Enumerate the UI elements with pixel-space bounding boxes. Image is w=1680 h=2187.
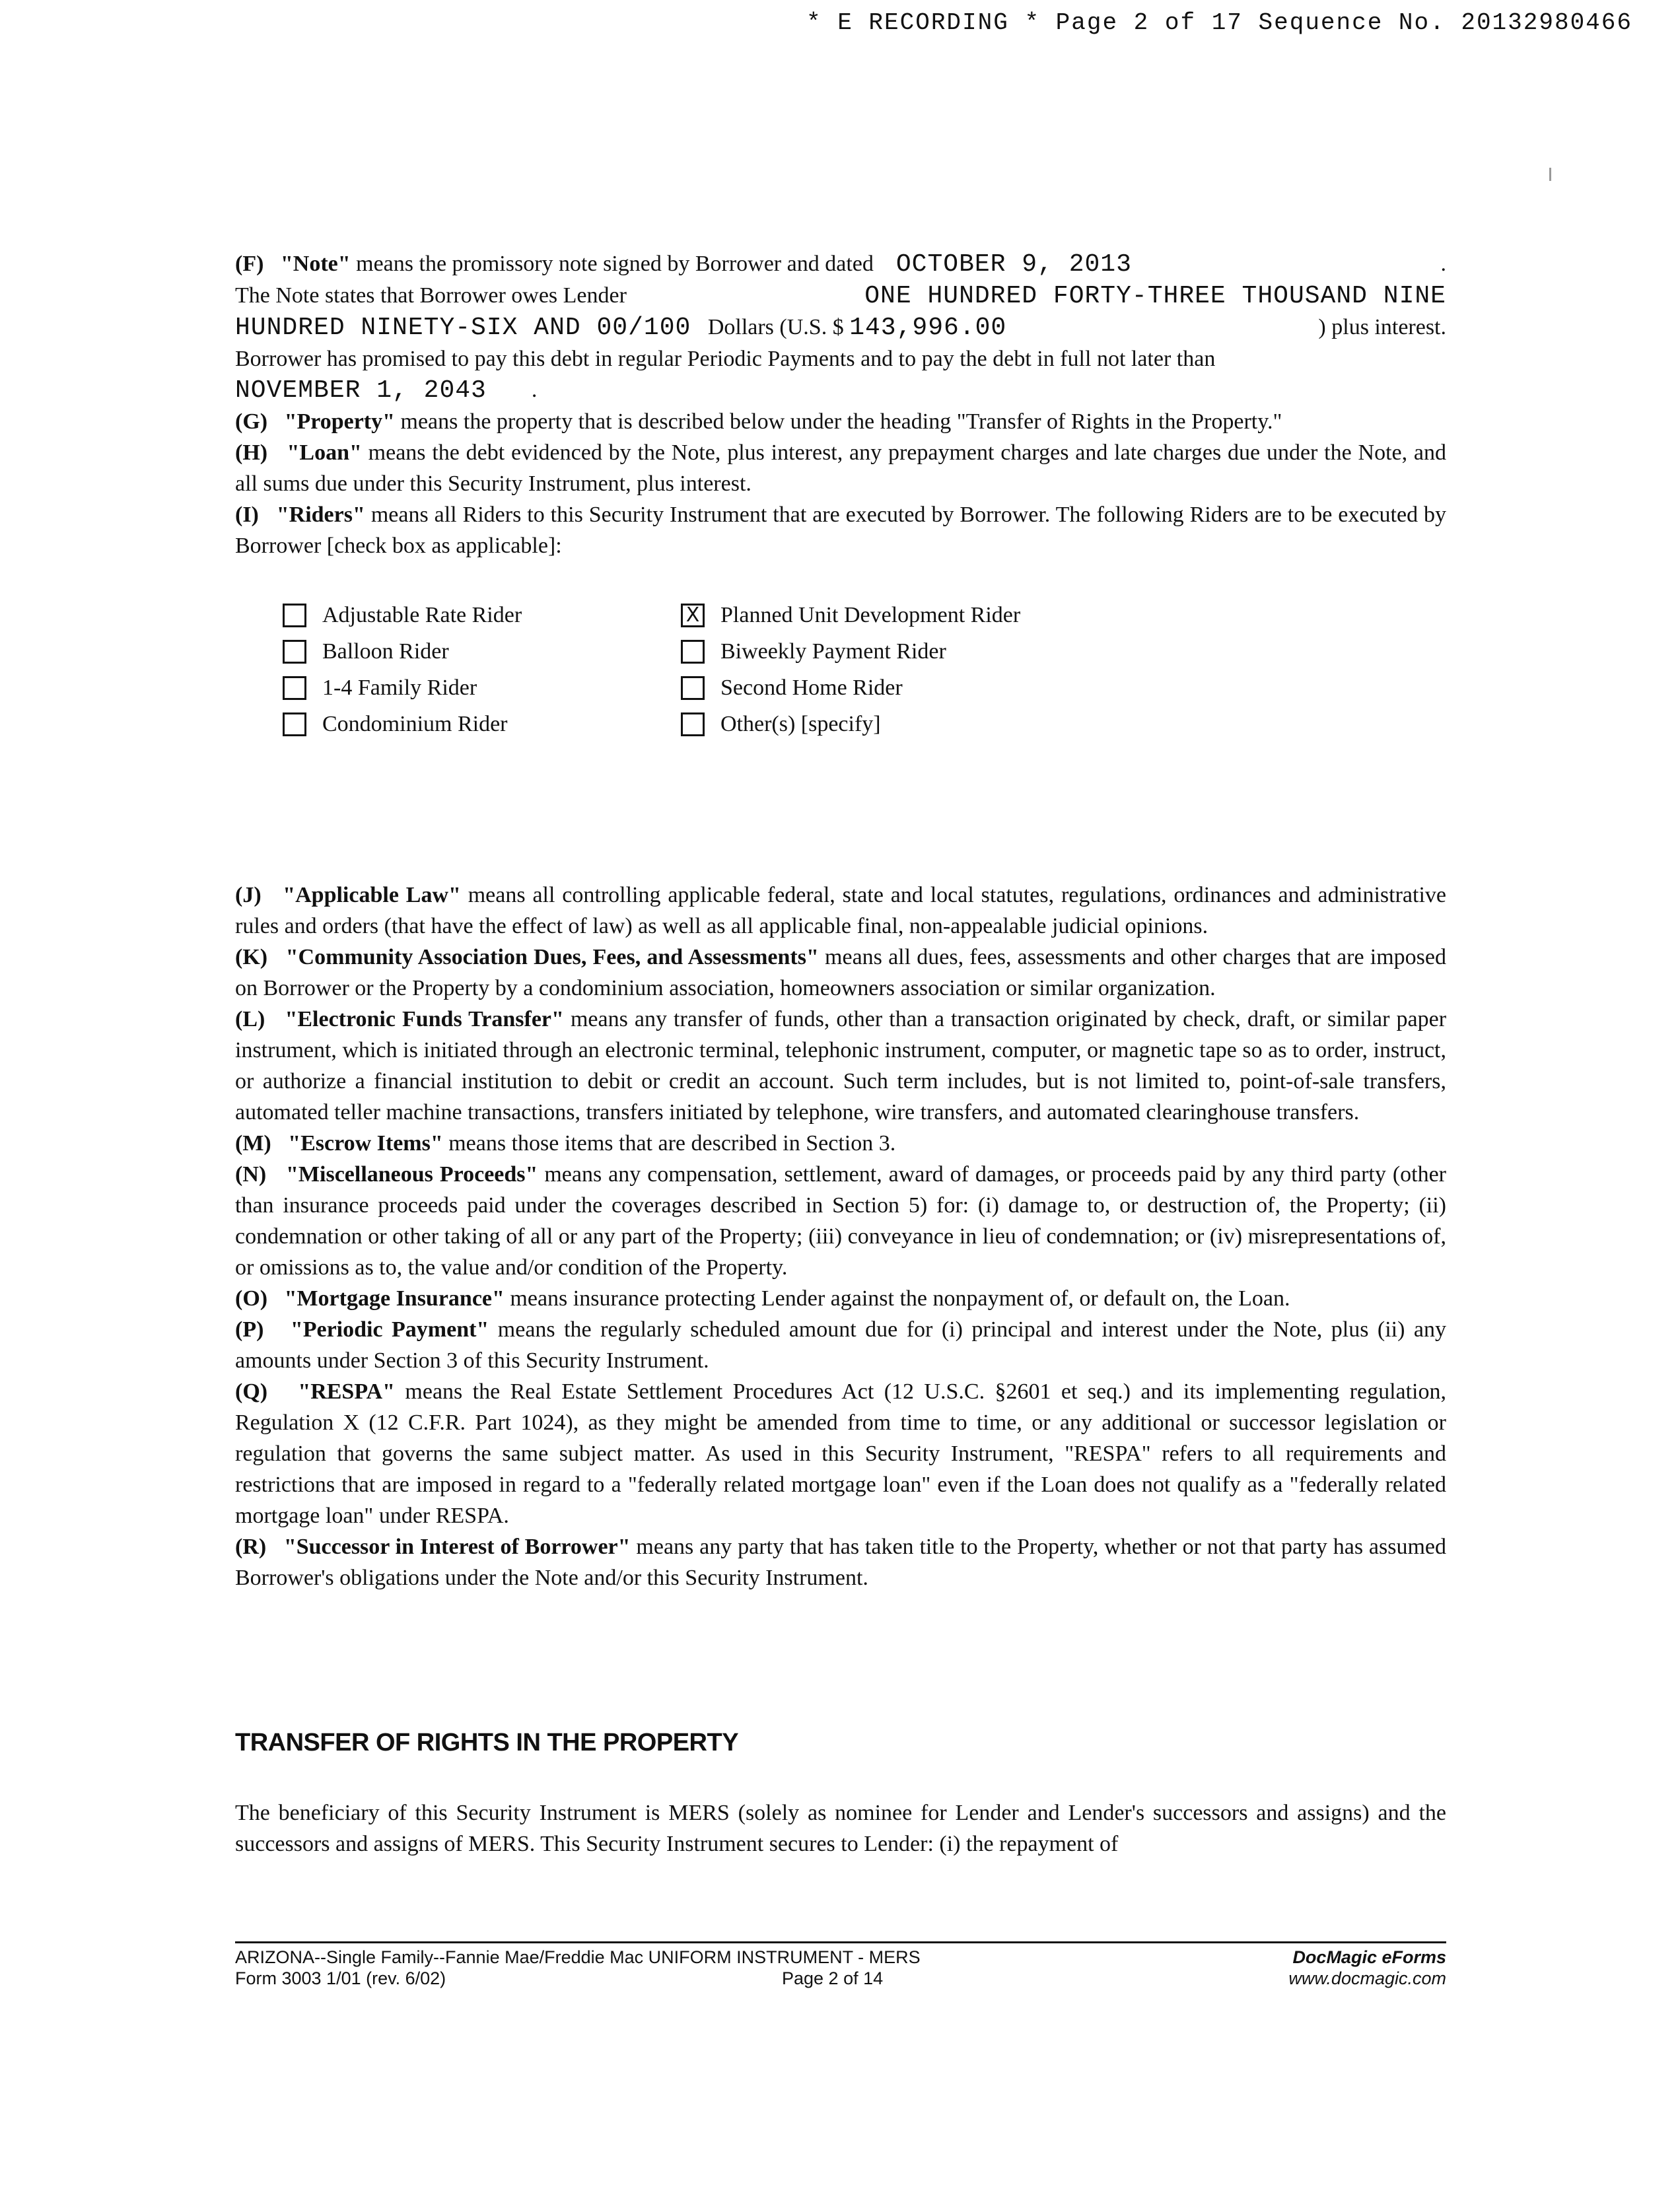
definition-label: (J) xyxy=(235,883,262,907)
definition-term: "RESPA" xyxy=(298,1379,396,1404)
note-line-3 xyxy=(235,312,1446,343)
rider-checkbox[interactable] xyxy=(283,640,306,664)
definition-text: means any transfer of funds, other than a transaction originated by check, draft, or similar paper instrument, which is initiated through an electronic terminal, telephonic instrument, computer, or magnetic tape so as to order, instruct, or authorize a financial institution to debit or credit an account. Such term includes, but is not limited to, point-of-sale transfers, automated teller machine transactions, transfers initiated by telephone, wire transfers, and automated clearinghouse transfers. xyxy=(235,1007,1447,1125)
rider-label: Adjustable Rate Rider xyxy=(322,603,522,627)
definition-term: "Electronic Funds Transfer" xyxy=(285,1007,564,1031)
note-term: "Note" xyxy=(280,252,351,276)
riders-checklist xyxy=(283,600,1207,740)
rider-checkbox[interactable] xyxy=(283,676,306,700)
note-line-4 xyxy=(235,343,1446,374)
rider-checkbox[interactable] xyxy=(681,676,705,700)
footer-form-number: Form 3003 1/01 (rev. 6/02) xyxy=(235,1968,446,1988)
rider-adjustable-rate xyxy=(283,600,681,631)
definition-escrow-items xyxy=(235,1128,1446,1159)
definition-property xyxy=(235,406,1446,437)
note-amount-words-2: HUNDRED NINETY-SIX AND 00/100 xyxy=(235,314,691,342)
definition-term: "Successor in Interest of Borrower" xyxy=(283,1535,631,1559)
definition-term: "Property" xyxy=(284,409,396,434)
definition-term: "Riders" xyxy=(276,503,365,527)
rider-other xyxy=(681,709,1183,740)
footer-divider xyxy=(235,1941,1446,1943)
definition-miscellaneous-proceeds xyxy=(235,1159,1446,1283)
note-text-1: means the promissory note signed by Borrower and dated xyxy=(356,252,874,276)
rider-label: Other(s) [specify] xyxy=(720,712,881,736)
brand-url: www.docmagic.com xyxy=(1288,1968,1446,1988)
definition-label: (R) xyxy=(235,1535,267,1559)
definition-text: means all controlling applicable federal, state and local statutes, regulations, ordinances and administrative rules and orders (that have the effect of law) as well as all applicable final, non-appealable judicial opinions. xyxy=(235,883,1446,938)
rider-checkbox[interactable] xyxy=(681,640,705,664)
definition-text: means any compensation, settlement, award of damages, or proceeds paid by any third party (other than insurance proceeds paid under the coverages described in Section 5) for: (i) damage to, or destruction of, the Property; (ii) condemnation or other taking of all or any part of the Property; (iii) conveyance in lieu of condemnation; or (iv) misrepresentations of, or omissions as to, the value and/or condition of the Property. xyxy=(235,1162,1446,1280)
rider-checkbox[interactable] xyxy=(681,712,705,736)
definition-term: "Miscellaneous Proceeds" xyxy=(286,1162,538,1187)
definition-applicable-law xyxy=(235,880,1446,942)
footer-brand xyxy=(1288,1947,1446,1989)
definition-text: means all dues, fees, assessments and other charges that are imposed on Borrower or the Property by a condominium association, homeowners association or similar organization. xyxy=(235,945,1446,1000)
dollars-label: Dollars (U.S. $ xyxy=(707,315,844,339)
rider-second-home xyxy=(681,672,1183,703)
note-period: . xyxy=(1440,252,1446,276)
definition-label: (M) xyxy=(235,1131,271,1156)
rider-checkbox[interactable]: X xyxy=(681,604,705,627)
note-amount-words-1: ONE HUNDRED FORTY-THREE THOUSAND NINE xyxy=(864,282,1446,310)
definition-text: means the debt evidenced by the Note, plus interest, any prepayment charges and late charges due under the Note, and all sums due under this Security Instrument, plus interest. xyxy=(235,440,1447,496)
footer-page-number: Page 2 of 14 xyxy=(782,1968,884,1988)
note-date: OCTOBER 9, 2013 xyxy=(895,250,1132,279)
definition-term: "Loan" xyxy=(287,440,362,465)
definition-label: (K) xyxy=(235,945,268,969)
definition-mortgage-insurance xyxy=(235,1283,1446,1314)
definition-text: means those items that are described in Section 3. xyxy=(448,1131,896,1156)
rider-balloon xyxy=(283,636,681,667)
brand-logo: DocMagic eForms xyxy=(1292,1947,1446,1967)
rider-label: Planned Unit Development Rider xyxy=(720,603,1021,627)
rider-1-4-family xyxy=(283,672,681,703)
rider-checkbox[interactable] xyxy=(283,712,306,736)
note-text-2: The Note states that Borrower owes Lender xyxy=(235,283,627,308)
maturity-period: . xyxy=(531,378,538,402)
definition-riders xyxy=(235,499,1446,561)
definition-text: means insurance protecting Lender against the nonpayment of, or default on, the Loan. xyxy=(510,1286,1290,1311)
rider-planned-unit-development xyxy=(681,600,1183,631)
definitions-lower xyxy=(235,880,1446,1593)
note-amount: 143,996.00 xyxy=(849,314,1007,342)
definition-term: "Applicable Law" xyxy=(283,883,461,907)
definition-community-association xyxy=(235,942,1446,1004)
definition-successor-in-interest xyxy=(235,1531,1446,1593)
rider-condominium xyxy=(283,709,681,740)
definition-label: (H) xyxy=(235,440,268,465)
section-heading-transfer: TRANSFER OF RIGHTS IN THE PROPERTY xyxy=(235,1729,739,1756)
definition-label: (N) xyxy=(235,1162,267,1187)
recording-header: * E RECORDING * Page 2 of 17 Sequence No. 20132980466 xyxy=(806,9,1632,36)
definition-label: (Q) xyxy=(235,1379,268,1404)
definition-label: (O) xyxy=(235,1286,268,1311)
definition-term: "Periodic Payment" xyxy=(290,1317,489,1342)
rider-label: Balloon Rider xyxy=(322,639,449,664)
definition-text: means any party that has taken title to the Property, whether or not that party has assumed Borrower's obligations under the Note and/or this Security Instrument. xyxy=(235,1535,1447,1590)
transfer-paragraph: The beneficiary of this Security Instrument is MERS (solely as nominee for Lender and Lender's successors and assigns) and the successors and assigns of MERS. This Security Instrument secures to Lender: (i) the repayment of xyxy=(235,1801,1446,1856)
definition-loan xyxy=(235,437,1446,499)
definition-respa xyxy=(235,1376,1446,1531)
rider-biweekly-payment xyxy=(681,636,1183,667)
plus-interest: ) plus interest. xyxy=(1318,315,1446,339)
note-line-2 xyxy=(235,280,1446,312)
rider-checkbox[interactable] xyxy=(283,604,306,627)
rider-label: 1-4 Family Rider xyxy=(322,676,477,700)
rider-label: Second Home Rider xyxy=(720,676,903,700)
definition-text: means the Real Estate Settlement Procedures Act (12 U.S.C. §2601 et seq.) and its implementing regulation, Regulation X (12 C.F.R. Part 1024), as they might be amended from time to time, or any additional or successor legislation or regulation that governs the same subject matter. As used in this Security Instrument, "RESPA" refers to all requirements and restrictions that are imposed in regard to a "federally related mortgage loan" even if the Loan does not qualify as a "federally related mortgage loan" under RESPA. xyxy=(235,1379,1447,1528)
definition-label: (P) xyxy=(235,1317,264,1342)
scan-mark xyxy=(1549,168,1551,181)
definition-text: means all Riders to this Security Instrument that are executed by Borrower. The following Riders are to be executed by Borrower [check box as applicable]: xyxy=(235,503,1447,558)
note-label: (F) xyxy=(235,252,264,276)
definition-periodic-payment xyxy=(235,1314,1446,1376)
definitions-top xyxy=(235,248,1446,561)
note-text-3: Borrower has promised to pay this debt in regular Periodic Payments and to pay the debt in full not later than xyxy=(235,347,1216,371)
definition-text: means the regularly scheduled amount due for (i) principal and interest under the Note, plus (ii) any amounts under Section 3 of this Security Instrument. xyxy=(235,1317,1446,1373)
footer-instrument-title: ARIZONA--Single Family--Fannie Mae/Freddie Mac UNIFORM INSTRUMENT - MERS xyxy=(235,1947,921,1967)
definition-text: means the property that is described below under the heading "Transfer of Rights in the Property." xyxy=(400,409,1282,434)
definition-label: (L) xyxy=(235,1007,265,1031)
note-line-5 xyxy=(235,374,1446,406)
rider-label: Biweekly Payment Rider xyxy=(720,639,946,664)
definition-electronic-funds xyxy=(235,1004,1446,1128)
definition-label: (I) xyxy=(235,503,259,527)
rider-label: Condominium Rider xyxy=(322,712,508,736)
maturity-date: NOVEMBER 1, 2043 xyxy=(235,376,487,405)
definition-term: "Mortgage Insurance" xyxy=(284,1286,505,1311)
definition-label: (G) xyxy=(235,409,268,434)
definition-term: "Community Association Dues, Fees, and Assessments" xyxy=(285,945,819,969)
definition-term: "Escrow Items" xyxy=(288,1131,443,1156)
note-line-1 xyxy=(235,248,1446,280)
